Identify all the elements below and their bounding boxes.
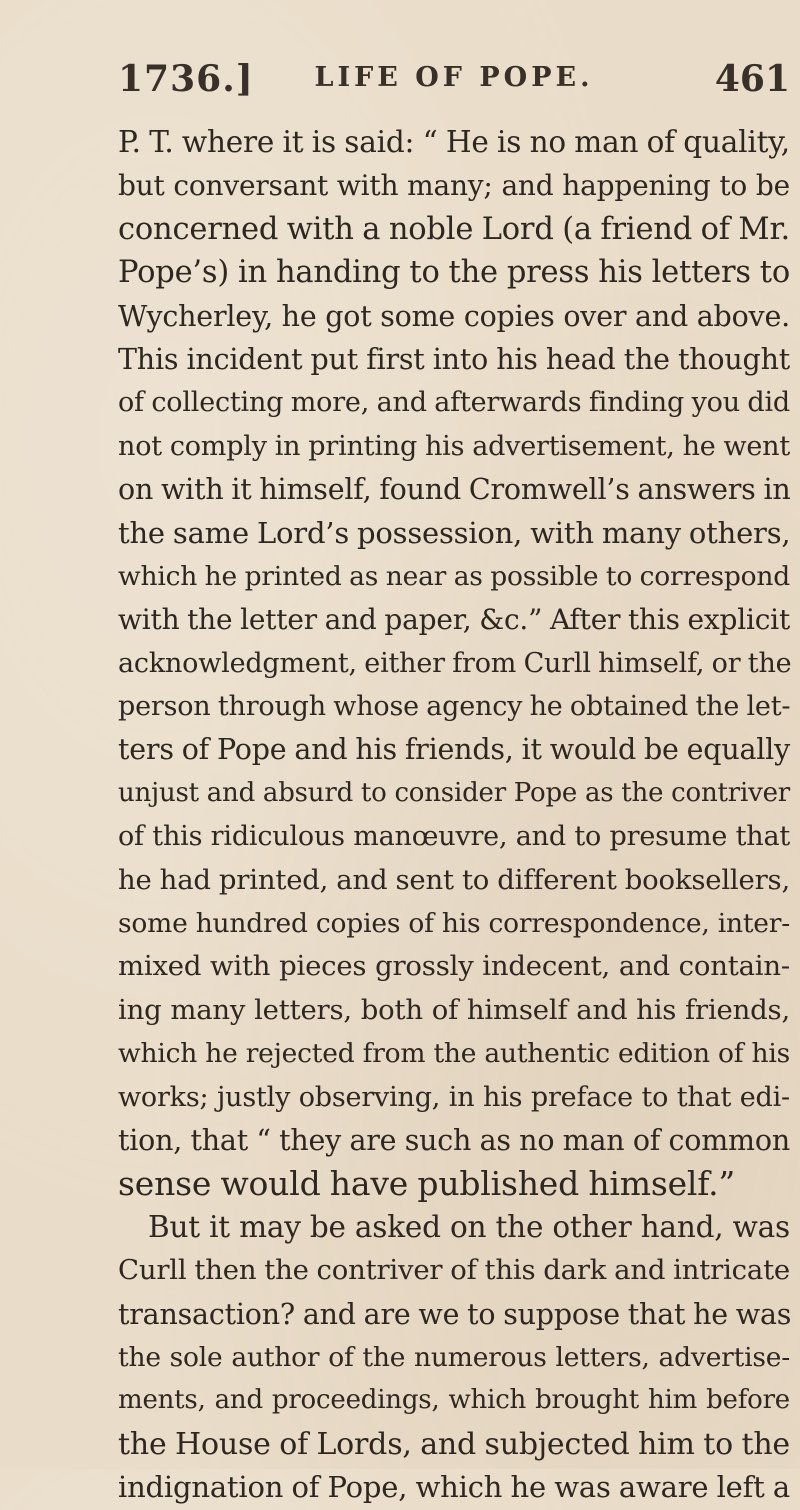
text-line: Pope’s) in handing to the press his letters to [118,255,790,291]
text-line: This incident put first into his head the thought [118,342,790,376]
text-line: the House of Lords, and subjected him to the [118,1426,790,1462]
text-line: works; justly observing, in his preface to that edi- [118,1081,790,1113]
text-line: concerned with a noble Lord (a friend of Mr. [118,211,790,247]
text-line: of collecting more, and afterwards finding you did [118,387,790,419]
running-head-year: 1736.] [118,58,254,100]
text-line: Curll then the contriver of this dark and intricate [118,1254,790,1287]
text-line: which he rejected from the authentic edition of his [118,1038,790,1070]
running-head-title: LIFE OF POPE. [314,62,594,93]
text-line: of this ridiculous manœuvre, and to presume that [118,821,790,853]
text-line: the sole author of the numerous letters, advertise- [118,1341,790,1373]
text-line: acknowledgment, either from Curll himself, or the [118,647,792,679]
text-line: ters of Pope and his friends, it would be equally [118,733,790,767]
text-line: transaction? and are we to suppose that he was [118,1297,792,1331]
text-line: tion, that “ they are such as no man of common [118,1123,790,1157]
text-line: unjust and absurd to consider Pope as the contriver [118,777,790,808]
text-line: person through whose agency he obtained the let- [118,691,791,723]
text-line: Wycherley, he got some copies over and above. [118,299,790,333]
text-line: indignation of Pope, which he was aware left a [118,1470,790,1505]
page-number: 461 [714,58,790,100]
body-text [118,121,790,1510]
paragraph-end-line: sense would have published himself.” [118,1164,736,1204]
text-line: some hundred copies of his correspondence, inter- [118,908,790,940]
text-line: which he printed as near as possible to correspond [118,560,790,592]
text-line: ments, and proceedings, which brought him before [118,1385,790,1416]
text-line: P. T. where it is said: “ He is no man of quality, [118,125,790,159]
text-line: ing many letters, both of himself and his friends, [118,993,790,1026]
text-line: mixed with pieces grossly indecent, and contain- [118,950,790,983]
text-line: the same Lord’s possession, with many others, [118,515,791,550]
running-head [118,58,790,108]
text-line: but conversant with many; and happening to be [118,169,790,203]
paragraph-first-line: But it may be asked on the other hand, was [148,1209,790,1244]
text-line: not comply in printing his advertisement, he went [118,430,790,462]
text-line: he had printed, and sent to different booksellers, [118,863,790,896]
text-line: on with it himself, found Cromwell’s answers in [118,473,791,507]
text-line: with the letter and paper, &c.” After this explicit [118,603,790,637]
